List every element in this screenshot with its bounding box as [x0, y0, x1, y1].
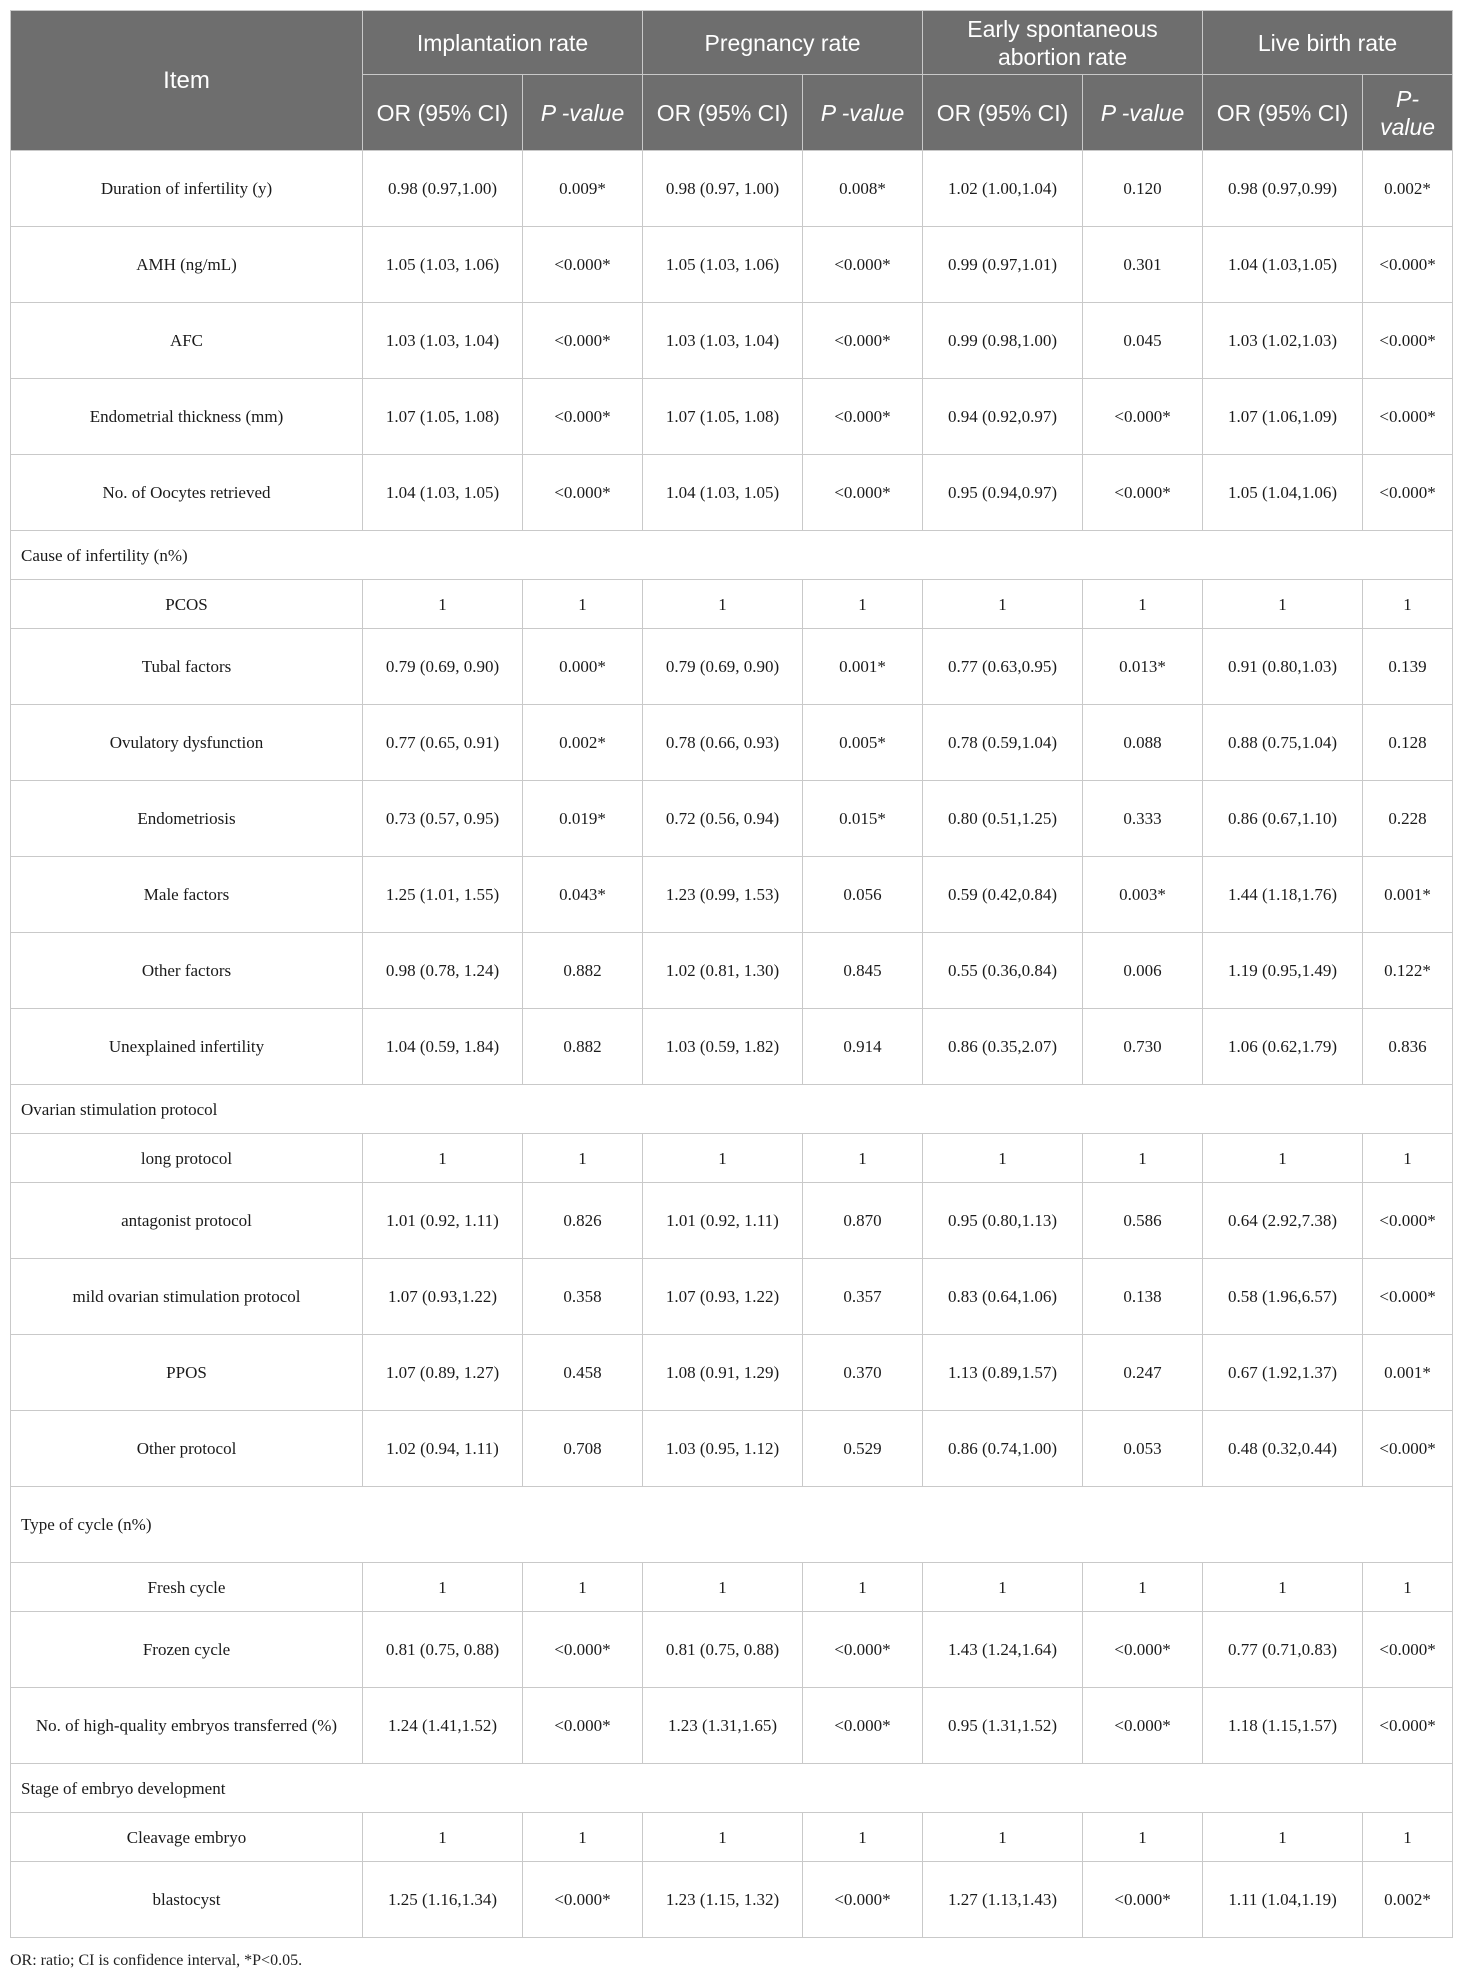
- p-value-cell: <0.000*: [1363, 1259, 1453, 1335]
- p-value-cell: <0.000*: [523, 1612, 643, 1688]
- p-value-cell: 0.045: [1083, 303, 1203, 379]
- or-ci-cell: 0.78 (0.66, 0.93): [643, 705, 803, 781]
- or-ci-cell: 0.58 (1.96,6.57): [1203, 1259, 1363, 1335]
- or-ci-cell: 0.79 (0.69, 0.90): [363, 629, 523, 705]
- header-p-value: P -value: [803, 75, 923, 151]
- p-value-cell: 0.009*: [523, 151, 643, 227]
- p-value-cell: 0.357: [803, 1259, 923, 1335]
- section-heading: Ovarian stimulation protocol: [11, 1085, 1453, 1134]
- p-value-cell: 0.301: [1083, 227, 1203, 303]
- header-or-ci: OR (95% CI): [643, 75, 803, 151]
- p-value-cell: 0.002*: [1363, 1862, 1453, 1938]
- p-value-cell: <0.000*: [1363, 379, 1453, 455]
- or-ci-cell: 0.77 (0.71,0.83): [1203, 1612, 1363, 1688]
- row-label: Male factors: [11, 857, 363, 933]
- p-value-cell: 1: [803, 580, 923, 629]
- p-value-cell: <0.000*: [523, 379, 643, 455]
- p-value-cell: 0.120: [1083, 151, 1203, 227]
- header-p-value: P -value: [523, 75, 643, 151]
- or-ci-cell: 1: [363, 1563, 523, 1612]
- or-ci-cell: 0.98 (0.97,0.99): [1203, 151, 1363, 227]
- or-ci-cell: 0.81 (0.75, 0.88): [643, 1612, 803, 1688]
- p-value-cell: <0.000*: [1083, 455, 1203, 531]
- or-ci-cell: 1.03 (1.03, 1.04): [363, 303, 523, 379]
- p-value-cell: 0.358: [523, 1259, 643, 1335]
- table-row: [11, 705, 1453, 781]
- p-value-cell: 0.122*: [1363, 933, 1453, 1009]
- or-ci-cell: 1: [363, 580, 523, 629]
- or-ci-cell: 1.04 (1.03,1.05): [1203, 227, 1363, 303]
- p-value-cell: 1: [1363, 1813, 1453, 1862]
- table-row: [11, 580, 1453, 629]
- or-ci-cell: 0.67 (1.92,1.37): [1203, 1335, 1363, 1411]
- table-row: [11, 1009, 1453, 1085]
- row-label: Endometrial thickness (mm): [11, 379, 363, 455]
- table-row: [11, 857, 1453, 933]
- p-value-cell: 0.882: [523, 1009, 643, 1085]
- p-value-cell: 0.586: [1083, 1183, 1203, 1259]
- p-value-cell: 1: [1083, 1563, 1203, 1612]
- or-ci-cell: 0.98 (0.97, 1.00): [643, 151, 803, 227]
- or-ci-cell: 0.55 (0.36,0.84): [923, 933, 1083, 1009]
- p-value-cell: <0.000*: [1083, 1612, 1203, 1688]
- p-value-cell: <0.000*: [523, 227, 643, 303]
- or-ci-cell: 1: [923, 580, 1083, 629]
- table-row: [11, 455, 1453, 531]
- row-label: mild ovarian stimulation protocol: [11, 1259, 363, 1335]
- or-ci-cell: 1: [923, 1134, 1083, 1183]
- or-ci-cell: 0.91 (0.80,1.03): [1203, 629, 1363, 705]
- or-ci-cell: 0.99 (0.97,1.01): [923, 227, 1083, 303]
- or-ci-cell: 1.03 (1.02,1.03): [1203, 303, 1363, 379]
- p-value-cell: 0.002*: [523, 705, 643, 781]
- or-ci-cell: 1.02 (1.00,1.04): [923, 151, 1083, 227]
- or-ci-cell: 0.95 (0.80,1.13): [923, 1183, 1083, 1259]
- p-value-cell: 0.015*: [803, 781, 923, 857]
- table-header: [11, 11, 1453, 151]
- or-ci-cell: 1: [1203, 1813, 1363, 1862]
- table-row: [11, 151, 1453, 227]
- table-row: [11, 629, 1453, 705]
- row-label: long protocol: [11, 1134, 363, 1183]
- or-ci-cell: 1.07 (1.06,1.09): [1203, 379, 1363, 455]
- or-ci-cell: 1.01 (0.92, 1.11): [363, 1183, 523, 1259]
- table-container: [10, 10, 1452, 1938]
- or-ci-cell: 1.43 (1.24,1.64): [923, 1612, 1083, 1688]
- or-ci-cell: 1: [923, 1563, 1083, 1612]
- or-ci-cell: 1: [363, 1813, 523, 1862]
- p-value-cell: 0.013*: [1083, 629, 1203, 705]
- header-p-value: P-value: [1363, 75, 1453, 151]
- p-value-cell: <0.000*: [523, 455, 643, 531]
- table-row: [11, 1335, 1453, 1411]
- or-ci-cell: 0.79 (0.69, 0.90): [643, 629, 803, 705]
- or-ci-cell: 0.86 (0.35,2.07): [923, 1009, 1083, 1085]
- p-value-cell: 0.088: [1083, 705, 1203, 781]
- or-ci-cell: 1: [1203, 1134, 1363, 1183]
- or-ci-cell: 1: [643, 1563, 803, 1612]
- results-table: [10, 10, 1453, 1938]
- p-value-cell: 0.333: [1083, 781, 1203, 857]
- table-row: [11, 1411, 1453, 1487]
- or-ci-cell: 0.73 (0.57, 0.95): [363, 781, 523, 857]
- table-row: [11, 933, 1453, 1009]
- table-row: [11, 1813, 1453, 1862]
- or-ci-cell: 1.07 (1.05, 1.08): [363, 379, 523, 455]
- or-ci-cell: 1.04 (0.59, 1.84): [363, 1009, 523, 1085]
- p-value-cell: 0.870: [803, 1183, 923, 1259]
- p-value-cell: 1: [803, 1813, 923, 1862]
- table-row: [11, 781, 1453, 857]
- p-value-cell: <0.000*: [523, 1688, 643, 1764]
- header-group-implantation: Implantation rate: [363, 11, 643, 75]
- p-value-cell: <0.000*: [1363, 1612, 1453, 1688]
- or-ci-cell: 1.05 (1.03, 1.06): [363, 227, 523, 303]
- or-ci-cell: 1.13 (0.89,1.57): [923, 1335, 1083, 1411]
- p-value-cell: 1: [523, 580, 643, 629]
- p-value-cell: <0.000*: [1363, 227, 1453, 303]
- or-ci-cell: 1.07 (1.05, 1.08): [643, 379, 803, 455]
- p-value-cell: 0.043*: [523, 857, 643, 933]
- or-ci-cell: 1: [1203, 1563, 1363, 1612]
- header-group-pregnancy: Pregnancy rate: [643, 11, 923, 75]
- table-body: [11, 151, 1453, 1938]
- p-value-cell: 0.008*: [803, 151, 923, 227]
- or-ci-cell: 1.01 (0.92, 1.11): [643, 1183, 803, 1259]
- section-row: [11, 1487, 1453, 1563]
- table-row: [11, 1862, 1453, 1938]
- header-or-ci: OR (95% CI): [923, 75, 1083, 151]
- or-ci-cell: 1.05 (1.04,1.06): [1203, 455, 1363, 531]
- p-value-cell: <0.000*: [523, 303, 643, 379]
- row-label: Tubal factors: [11, 629, 363, 705]
- header-group-abortion: Early spontaneous abortion rate: [923, 11, 1203, 75]
- or-ci-cell: 1.23 (1.15, 1.32): [643, 1862, 803, 1938]
- p-value-cell: <0.000*: [803, 1612, 923, 1688]
- p-value-cell: 1: [803, 1563, 923, 1612]
- or-ci-cell: 0.80 (0.51,1.25): [923, 781, 1083, 857]
- table-row: [11, 379, 1453, 455]
- p-value-cell: 0.458: [523, 1335, 643, 1411]
- p-value-cell: <0.000*: [1083, 379, 1203, 455]
- or-ci-cell: 1.23 (0.99, 1.53): [643, 857, 803, 933]
- p-value-cell: 0.001*: [1363, 857, 1453, 933]
- or-ci-cell: 0.86 (0.74,1.00): [923, 1411, 1083, 1487]
- p-value-cell: 0.826: [523, 1183, 643, 1259]
- or-ci-cell: 1.19 (0.95,1.49): [1203, 933, 1363, 1009]
- or-ci-cell: 1.05 (1.03, 1.06): [643, 227, 803, 303]
- p-value-cell: 0.006: [1083, 933, 1203, 1009]
- table-row: [11, 1563, 1453, 1612]
- row-label: PCOS: [11, 580, 363, 629]
- or-ci-cell: 1.02 (0.94, 1.11): [363, 1411, 523, 1487]
- or-ci-cell: 1.44 (1.18,1.76): [1203, 857, 1363, 933]
- section-heading: Type of cycle (n%): [11, 1487, 1453, 1563]
- p-value-cell: 1: [1363, 1563, 1453, 1612]
- p-value-cell: 0.002*: [1363, 151, 1453, 227]
- p-value-cell: 0.000*: [523, 629, 643, 705]
- or-ci-cell: 1.18 (1.15,1.57): [1203, 1688, 1363, 1764]
- p-value-cell: 0.001*: [803, 629, 923, 705]
- or-ci-cell: 0.81 (0.75, 0.88): [363, 1612, 523, 1688]
- p-value-cell: 0.708: [523, 1411, 643, 1487]
- or-ci-cell: 0.94 (0.92,0.97): [923, 379, 1083, 455]
- p-value-cell: <0.000*: [803, 1862, 923, 1938]
- or-ci-cell: 1.07 (0.89, 1.27): [363, 1335, 523, 1411]
- or-ci-cell: 0.98 (0.78, 1.24): [363, 933, 523, 1009]
- or-ci-cell: 0.77 (0.63,0.95): [923, 629, 1083, 705]
- header-group-live-birth: Live birth rate: [1203, 11, 1453, 75]
- p-value-cell: 1: [523, 1134, 643, 1183]
- p-value-cell: 1: [1083, 580, 1203, 629]
- row-label: Endometriosis: [11, 781, 363, 857]
- p-value-cell: 1: [523, 1813, 643, 1862]
- or-ci-cell: 1.06 (0.62,1.79): [1203, 1009, 1363, 1085]
- p-value-cell: 0.730: [1083, 1009, 1203, 1085]
- p-value-cell: 1: [1083, 1134, 1203, 1183]
- row-label: AFC: [11, 303, 363, 379]
- or-ci-cell: 1: [643, 1813, 803, 1862]
- table-row: [11, 1259, 1453, 1335]
- p-value-cell: <0.000*: [803, 227, 923, 303]
- p-value-cell: 0.370: [803, 1335, 923, 1411]
- p-value-cell: 0.836: [1363, 1009, 1453, 1085]
- or-ci-cell: 1.24 (1.41,1.52): [363, 1688, 523, 1764]
- p-value-cell: <0.000*: [1083, 1862, 1203, 1938]
- header-or-ci: OR (95% CI): [1203, 75, 1363, 151]
- or-ci-cell: 1.07 (0.93,1.22): [363, 1259, 523, 1335]
- or-ci-cell: 0.83 (0.64,1.06): [923, 1259, 1083, 1335]
- or-ci-cell: 1: [1203, 580, 1363, 629]
- or-ci-cell: 1.25 (1.16,1.34): [363, 1862, 523, 1938]
- p-value-cell: 0.053: [1083, 1411, 1203, 1487]
- row-label: Unexplained infertility: [11, 1009, 363, 1085]
- or-ci-cell: 1.03 (0.95, 1.12): [643, 1411, 803, 1487]
- p-value-cell: 0.001*: [1363, 1335, 1453, 1411]
- or-ci-cell: 1.03 (0.59, 1.82): [643, 1009, 803, 1085]
- p-value-cell: 0.882: [523, 933, 643, 1009]
- section-heading: Stage of embryo development: [11, 1764, 1453, 1813]
- p-value-cell: 0.138: [1083, 1259, 1203, 1335]
- p-value-cell: 0.914: [803, 1009, 923, 1085]
- row-label: Cleavage embryo: [11, 1813, 363, 1862]
- p-value-cell: 1: [1083, 1813, 1203, 1862]
- table-row: [11, 1688, 1453, 1764]
- row-label: Fresh cycle: [11, 1563, 363, 1612]
- or-ci-cell: 0.95 (1.31,1.52): [923, 1688, 1083, 1764]
- or-ci-cell: 1.08 (0.91, 1.29): [643, 1335, 803, 1411]
- p-value-cell: <0.000*: [803, 303, 923, 379]
- section-row: [11, 531, 1453, 580]
- or-ci-cell: 1.27 (1.13,1.43): [923, 1862, 1083, 1938]
- row-label: blastocyst: [11, 1862, 363, 1938]
- or-ci-cell: 0.72 (0.56, 0.94): [643, 781, 803, 857]
- p-value-cell: 0.529: [803, 1411, 923, 1487]
- header-p-value: P -value: [1083, 75, 1203, 151]
- p-value-cell: <0.000*: [1363, 1183, 1453, 1259]
- p-value-cell: <0.000*: [803, 455, 923, 531]
- row-label: PPOS: [11, 1335, 363, 1411]
- p-value-cell: 0.845: [803, 933, 923, 1009]
- or-ci-cell: 1.02 (0.81, 1.30): [643, 933, 803, 1009]
- or-ci-cell: 1: [643, 1134, 803, 1183]
- section-heading: Cause of infertility (n%): [11, 531, 1453, 580]
- or-ci-cell: 1.25 (1.01, 1.55): [363, 857, 523, 933]
- p-value-cell: <0.000*: [1363, 1411, 1453, 1487]
- or-ci-cell: 1: [363, 1134, 523, 1183]
- table-row: [11, 227, 1453, 303]
- table-row: [11, 1612, 1453, 1688]
- row-label: Ovulatory dysfunction: [11, 705, 363, 781]
- or-ci-cell: 1: [643, 580, 803, 629]
- row-label: Other protocol: [11, 1411, 363, 1487]
- p-value-cell: 0.003*: [1083, 857, 1203, 933]
- table-row: [11, 1134, 1453, 1183]
- or-ci-cell: 0.95 (0.94,0.97): [923, 455, 1083, 531]
- table-row: [11, 303, 1453, 379]
- p-value-cell: 0.139: [1363, 629, 1453, 705]
- p-value-cell: 1: [1363, 580, 1453, 629]
- row-label: Duration of infertility (y): [11, 151, 363, 227]
- p-value-cell: 0.247: [1083, 1335, 1203, 1411]
- or-ci-cell: 0.99 (0.98,1.00): [923, 303, 1083, 379]
- p-value-cell: 1: [803, 1134, 923, 1183]
- p-value-cell: 0.056: [803, 857, 923, 933]
- p-value-cell: <0.000*: [803, 1688, 923, 1764]
- p-value-cell: <0.000*: [523, 1862, 643, 1938]
- p-value-cell: <0.000*: [803, 379, 923, 455]
- row-label: AMH (ng/mL): [11, 227, 363, 303]
- p-value-cell: <0.000*: [1363, 1688, 1453, 1764]
- or-ci-cell: 1: [923, 1813, 1083, 1862]
- p-value-cell: 0.005*: [803, 705, 923, 781]
- p-value-cell: 0.228: [1363, 781, 1453, 857]
- p-value-cell: 0.128: [1363, 705, 1453, 781]
- p-value-cell: <0.000*: [1363, 455, 1453, 531]
- section-row: [11, 1764, 1453, 1813]
- or-ci-cell: 0.59 (0.42,0.84): [923, 857, 1083, 933]
- or-ci-cell: 0.78 (0.59,1.04): [923, 705, 1083, 781]
- or-ci-cell: 0.88 (0.75,1.04): [1203, 705, 1363, 781]
- or-ci-cell: 0.48 (0.32,0.44): [1203, 1411, 1363, 1487]
- p-value-cell: 1: [523, 1563, 643, 1612]
- p-value-cell: 1: [1363, 1134, 1453, 1183]
- p-value-cell: 0.019*: [523, 781, 643, 857]
- p-value-cell: <0.000*: [1083, 1688, 1203, 1764]
- p-value-cell: <0.000*: [1363, 303, 1453, 379]
- row-label: antagonist protocol: [11, 1183, 363, 1259]
- or-ci-cell: 1.03 (1.03, 1.04): [643, 303, 803, 379]
- or-ci-cell: 1.11 (1.04,1.19): [1203, 1862, 1363, 1938]
- row-label: Frozen cycle: [11, 1612, 363, 1688]
- or-ci-cell: 1.04 (1.03, 1.05): [643, 455, 803, 531]
- or-ci-cell: 1.04 (1.03, 1.05): [363, 455, 523, 531]
- or-ci-cell: 1.23 (1.31,1.65): [643, 1688, 803, 1764]
- row-label: No. of Oocytes retrieved: [11, 455, 363, 531]
- or-ci-cell: 0.77 (0.65, 0.91): [363, 705, 523, 781]
- or-ci-cell: 0.86 (0.67,1.10): [1203, 781, 1363, 857]
- or-ci-cell: 0.98 (0.97,1.00): [363, 151, 523, 227]
- header-item: Item: [11, 11, 363, 151]
- table-footnote: OR: ratio; CI is confidence interval, *P<0.05.: [10, 1952, 303, 1969]
- or-ci-cell: 1.07 (0.93, 1.22): [643, 1259, 803, 1335]
- header-or-ci: OR (95% CI): [363, 75, 523, 151]
- table-row: [11, 1183, 1453, 1259]
- or-ci-cell: 0.64 (2.92,7.38): [1203, 1183, 1363, 1259]
- section-row: [11, 1085, 1453, 1134]
- row-label: Other factors: [11, 933, 363, 1009]
- row-label: No. of high-quality embryos transferred (%): [11, 1688, 363, 1764]
